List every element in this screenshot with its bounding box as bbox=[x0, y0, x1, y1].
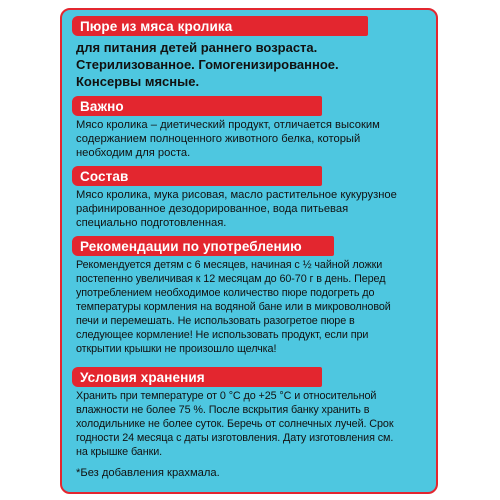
important-header bbox=[72, 96, 322, 116]
storage-text bbox=[76, 389, 430, 459]
text-line: Мясо кролика – диетический продукт, отличается высоким bbox=[76, 119, 380, 131]
text-line: употреблением необходимое количество пюре подогреть до bbox=[76, 287, 375, 299]
starch-footnote bbox=[76, 466, 430, 480]
text-line: открытии крышки не произошло щелчка! bbox=[76, 343, 277, 355]
composition-text bbox=[76, 188, 430, 231]
product-title-header bbox=[72, 16, 368, 36]
text-line: печи и перемешать. Не использовать разогретое пюре в bbox=[76, 315, 355, 327]
description-line: Стерилизованное. Гомогенизированное. bbox=[76, 57, 339, 72]
text-line: постепенно увеличивая к 12 месяцам до 60-70 г в день. Перед bbox=[76, 273, 386, 285]
description-line: Консервы мясные. bbox=[76, 74, 200, 89]
usage-text bbox=[76, 258, 430, 356]
composition-heading: Состав bbox=[80, 168, 129, 184]
footnote-text: *Без добавления крахмала. bbox=[76, 467, 220, 479]
text-line: холодильнике не более суток. Беречь от солнечных лучей. Срок bbox=[76, 418, 394, 430]
product-label bbox=[60, 8, 438, 494]
text-line: температуры кормления на водяной бане или в микроволновой bbox=[76, 301, 391, 313]
text-line: Мясо кролика, мука рисовая, масло растительное кукурузное bbox=[76, 189, 397, 201]
text-line: Хранить при температуре от 0 °С до +25 °С и относительной bbox=[76, 390, 377, 402]
storage-header bbox=[72, 367, 322, 387]
text-line: на крышке банки. bbox=[76, 446, 163, 458]
text-line: влажности не более 75 %. После вскрытия банку хранить в bbox=[76, 404, 370, 416]
description-line: для питания детей раннего возраста. bbox=[76, 40, 318, 55]
usage-heading: Рекомендации по употреблению bbox=[80, 238, 302, 254]
text-line: следующее кормление! Не использовать продукт, если при bbox=[76, 329, 369, 341]
composition-header bbox=[72, 166, 322, 186]
text-line: годности 24 месяца с даты изготовления. Дату изготовления см. bbox=[76, 432, 394, 444]
text-line: Рекомендуется детям с 6 месяцев, начиная с ½ чайной ложки bbox=[76, 259, 383, 271]
text-line: содержанием полноценного животного белка, который bbox=[76, 133, 361, 146]
text-line: специально подготовленная. bbox=[76, 217, 227, 230]
storage-heading: Условия хранения bbox=[80, 369, 205, 385]
text-line: необходим для роста. bbox=[76, 147, 191, 160]
text-line: рафинированное дезодорированное, вода питьевая bbox=[76, 203, 349, 216]
product-title: Пюре из мяса кролика bbox=[80, 18, 233, 34]
usage-header bbox=[72, 236, 334, 256]
product-description bbox=[76, 39, 430, 90]
important-text bbox=[76, 118, 430, 161]
important-heading: Важно bbox=[80, 98, 124, 114]
